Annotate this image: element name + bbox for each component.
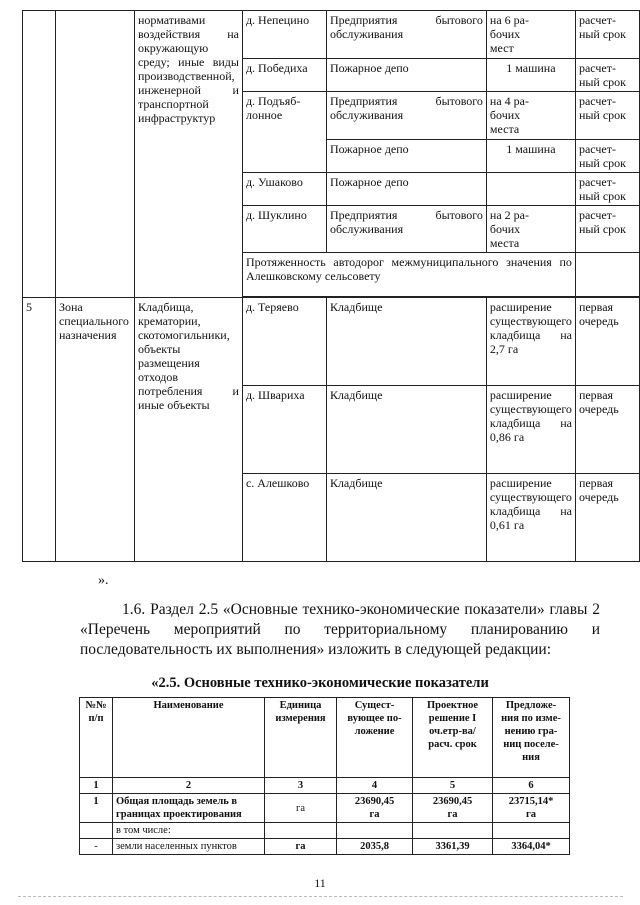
header-cell: №№ п/п [80,698,113,778]
row-term: расчет- ный срок [575,92,639,140]
zone4-name-cell [55,11,134,298]
row-proposal: 3364,04* [493,839,570,855]
column-number: 2 [113,778,265,794]
row-settlement: д. Непецино [242,11,326,59]
row-term: первая очередь [575,386,639,474]
row-capacity: расширение существующего кладбища на 0,61 га [489,476,572,532]
row-term: расчет- ный срок [575,206,639,253]
table-row [80,839,570,855]
amendment-text: 1.6. Раздел 2.5 «Основные технико-экономические показатели» главы 2 «Перечень мероприятий по территориальному планированию и последовательность их выполнения» изложить в следующей редакции: [80,601,600,658]
row-unit [265,823,337,839]
zone4-objects-text: нормативами воздействия на окружающую среду; иные виды производственной, инженерной и транспортной инфраструктур [137,13,239,125]
header-cell: Сущест- вующее по- ложение [337,698,413,778]
indicators-header-row [80,698,570,778]
header-cell: Наименование [113,698,265,778]
row-capacity: расширение существующего кладбища на 2,7 га [489,300,572,356]
table-row [80,823,570,839]
header-cell: Проектное решение I оч.етр-ва/ расч. срок [413,698,493,778]
zone5-number: 5 [23,298,56,562]
column-number-row [80,778,570,794]
row-name: земли населенных пунктов [113,839,265,855]
zone5-objects: Кладбища, крематории, скотомогильники, объекты размещения отходов потребления и иные объекты [137,300,239,412]
row-term: расчет- ный срок [575,59,639,92]
row-object: Пожарное депо [326,140,486,173]
row-project [413,823,493,839]
column-number: 3 [265,778,337,794]
row-capacity: 1 машина [486,140,575,173]
section-heading: «2.5. Основные технико-экономические показатели [151,675,489,691]
header-cell: Единица измерения [265,698,337,778]
row-num: 1 [80,794,113,823]
row-proposal [493,823,570,839]
row-term: первая очередь [575,298,639,386]
row-settlement: д. Швариха [242,386,326,474]
zone4-number-cell [23,11,56,298]
row-unit: га [265,794,337,823]
row-settlement: д. Ушаково [242,173,326,206]
row-name: Общая площадь земель в границах проектирования [113,794,265,823]
row-capacity: расширение существующего кладбища на 0,86 га [489,388,572,444]
row-term: первая очередь [575,474,639,562]
table-row [80,794,570,823]
row-object: Кладбище [326,298,486,386]
row-num [80,823,113,839]
header-cell: Предложе- ния по изме- нению гра- ниц поселе- ния [493,698,570,778]
row-object: Предприятия бытового обслуживания [329,94,483,122]
row-term: расчет- ный срок [575,173,639,206]
row-num: - [80,839,113,855]
row-object: Предприятия бытового обслуживания [329,208,483,236]
row-project: 23690,45 га [413,794,493,823]
row-capacity [486,173,575,206]
column-number: 5 [413,778,493,794]
row-settlement: д. Шуклино [242,206,326,253]
row-project: 3361,39 [413,839,493,855]
row-existing [337,823,413,839]
column-number: 4 [337,778,413,794]
settlement-objects-table [22,10,640,562]
row-capacity: на 6 ра- бочих мест [486,11,575,59]
row-capacity: на 4 ра- бочих места [486,92,575,140]
row-object: Кладбище [326,386,486,474]
scan-edge-divider [18,896,623,897]
column-number: 1 [80,778,113,794]
row-proposal: 23715,14* га [493,794,570,823]
row-capacity: 1 машина [486,59,575,92]
page-number: 11 [314,876,326,890]
row-object: Пожарное депо [326,59,486,92]
column-number: 6 [493,778,570,794]
roads-length-text: Протяженность автодорог межмуниципального значения по Алешковскому сельсовету [245,255,572,283]
row-settlement: д. Победиха [242,59,326,92]
row-existing: 2035,8 [337,839,413,855]
amendment-paragraph [80,600,600,660]
closing-quote: ». [98,573,109,588]
row-name: в том числе: [113,823,265,839]
row-term: расчет- ный срок [575,140,639,173]
row-existing: 23690,45 га [337,794,413,823]
indicators-table [79,697,570,855]
row-object: Кладбище [326,474,486,562]
row-unit: га [265,839,337,855]
row-settlement: с. Алешково [242,474,326,562]
row-term: расчет- ный срок [575,11,639,59]
row-settlement: д. Подъяб- лонное [242,92,326,173]
row-object: Пожарное депо [326,173,486,206]
zone5-name: Зона специального назначения [58,300,129,342]
row-settlement: д. Теряево [242,298,326,386]
zone4-objects-cell [134,11,242,298]
row-capacity: на 2 ра- бочих места [486,206,575,253]
roads-term-cell [575,253,639,297]
row-object: Предприятия бытового обслуживания [329,13,483,41]
